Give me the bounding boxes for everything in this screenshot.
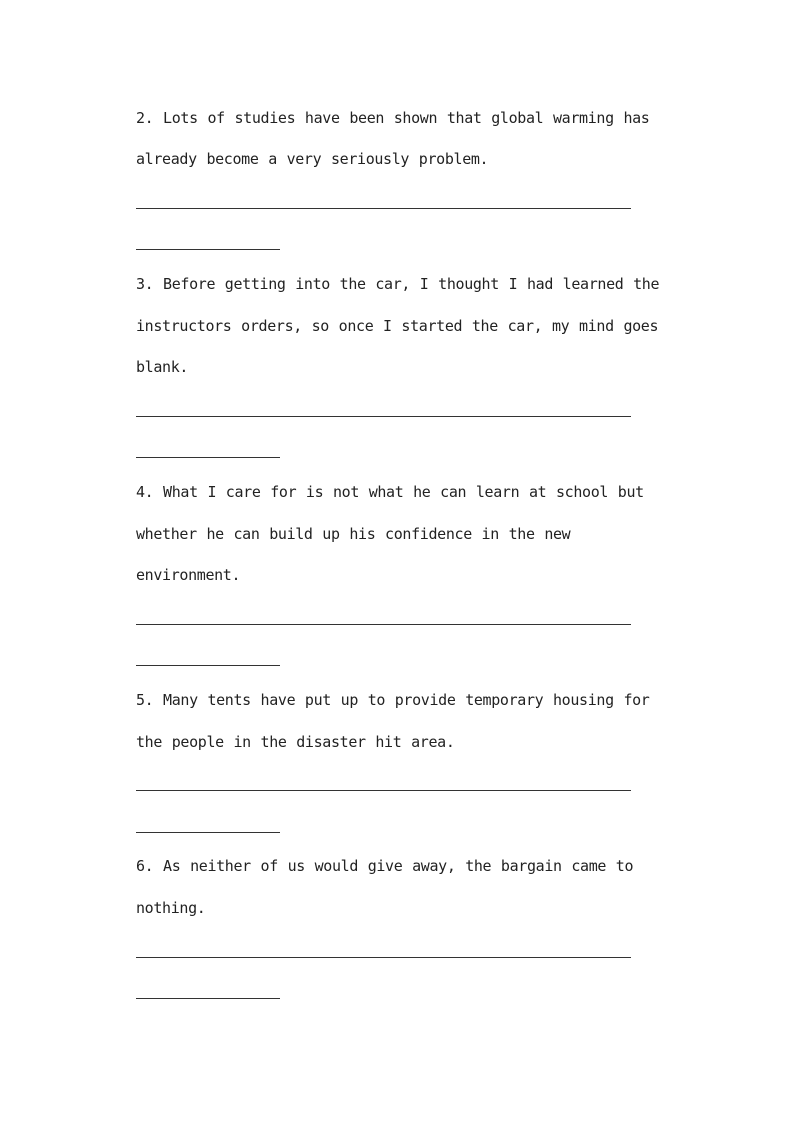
question-6-line-1: 6. As neither of us would give away, the bargain came to xyxy=(136,857,634,875)
question-5-answer-line xyxy=(136,790,631,791)
question-2-line-1: 2. Lots of studies have been shown that global warming has xyxy=(136,109,650,127)
question-4-line-2: whether he can build up his confidence in the new xyxy=(136,525,571,543)
question-3-answer-line xyxy=(136,416,631,417)
question-3-line-1: 3. Before getting into the car, I thought I had learned the xyxy=(136,275,660,293)
question-2-answer-line-short xyxy=(136,249,280,250)
question-2-answer-line xyxy=(136,208,631,209)
question-6-line-2: nothing. xyxy=(136,899,206,917)
question-4-answer-line xyxy=(136,624,631,625)
question-3-line-2: instructors orders, so once I started the car, my mind goes xyxy=(136,317,659,335)
question-5-line-1: 5. Many tents have put up to provide temporary housing for xyxy=(136,691,650,709)
question-4-line-1: 4. What I care for is not what he can learn at school but xyxy=(136,483,644,501)
question-4-answer-line-short xyxy=(136,665,280,666)
question-5-line-2: the people in the disaster hit area. xyxy=(136,733,455,751)
question-3-answer-line-short xyxy=(136,457,280,458)
question-5-answer-line-short xyxy=(136,832,280,833)
question-4-line-3: environment. xyxy=(136,566,241,584)
question-3-line-3: blank. xyxy=(136,358,189,376)
question-6-answer-line-short xyxy=(136,998,280,999)
question-6-answer-line xyxy=(136,957,631,958)
question-2-line-2: already become a very seriously problem. xyxy=(136,150,489,168)
